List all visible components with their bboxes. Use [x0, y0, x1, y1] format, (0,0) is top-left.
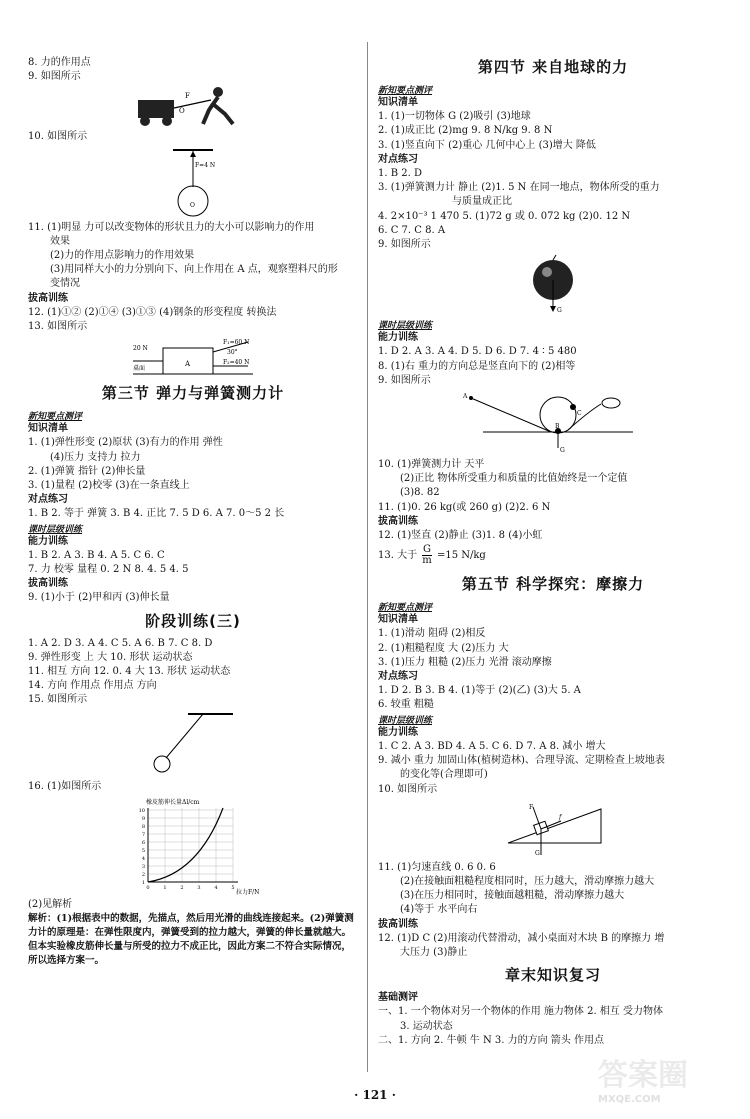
watermark-logo — [598, 1050, 738, 1110]
answer-line: 二、1. 方向 2. 牛顿 牛 N 3. 力的方向 箭头 作用点 — [378, 1034, 604, 1046]
block-label: A — [185, 360, 191, 369]
page-number: · 121 · — [354, 1088, 396, 1102]
y-axis-label: 橡皮筋伸长量Δl/cm — [146, 798, 200, 806]
figure-apple — [523, 254, 583, 316]
figure-block-forces — [123, 336, 263, 378]
answer-line: 一、1. 一个物体对另一个物体的作用 施力物体 2. 相互 受力物体 — [378, 1006, 663, 1018]
q13-prefix: 13. 大于 — [378, 550, 418, 562]
y-tick-label: 5 — [141, 847, 145, 854]
subheading: 拔高训练 — [378, 918, 418, 930]
answer-line: 效果 — [50, 235, 70, 247]
subheading: 拔高训练 — [28, 578, 68, 590]
q13-suffix: =15 N/kg — [436, 550, 486, 562]
answer-line: 9. 如图所示 — [378, 374, 431, 386]
answer-line: (3)在压力相同时，接触面越粗糙，滑动摩擦力越大 — [400, 890, 625, 902]
point-label: C — [577, 410, 582, 418]
force-label: F₂=40 N — [223, 359, 250, 367]
y-tick-label: 6 — [141, 839, 145, 846]
subheading: 能力训练 — [28, 535, 68, 547]
right-column — [378, 56, 728, 1048]
subheading: 拔高训练 — [378, 515, 418, 527]
angle-label: 30° — [227, 349, 238, 357]
x-tick-label: 0 — [146, 884, 150, 891]
subheading: 基础测评 — [378, 992, 418, 1004]
section-title: 第四节 来自地球的力 — [477, 58, 629, 76]
answer-line: 9. 如图所示 — [378, 239, 431, 251]
x-tick-label: 1 — [163, 884, 167, 891]
answer-line: 的变化等(合理即可) — [400, 769, 488, 781]
x-tick-label: 5 — [231, 884, 235, 891]
force-label: 20 N — [133, 345, 148, 353]
answer-line: 2. (1)粗糙程度 大 (2)压力 大 — [378, 642, 509, 654]
center-label: O — [190, 201, 195, 209]
answer-line: 3. 运动状态 — [400, 1020, 453, 1032]
gravity-label: G — [535, 849, 540, 857]
subheading: 拔高训练 — [28, 292, 68, 304]
answer-line: 10. (1)弹簧测力计 天平 — [378, 459, 485, 471]
figure-pendulum — [148, 710, 238, 778]
x-tick-label: 3 — [197, 884, 201, 891]
answer-line: 7. 力 校零 量程 0. 2 N 8. 4. 5 4. 5 — [28, 564, 189, 576]
watermark-text: 答案圈 — [598, 1058, 688, 1093]
answer-line: 8. 力的作用点 — [28, 57, 91, 68]
answer-line: 12. (1)①② (2)①④ (3)①③ (4)钢条的形变程度 转换法 — [28, 306, 277, 318]
y-tick-label: 3 — [141, 863, 145, 870]
answer-line: 3. (1)竖直向下 (2)重心 几何中心上 (3)增大 降低 — [378, 139, 596, 151]
y-tick-label: 7 — [141, 831, 145, 838]
subheading: 能力训练 — [378, 726, 418, 738]
answer-line: 16. (1)如图所示 — [28, 780, 102, 792]
answer-line: (2)正比 物体所受重力和质量的比值始终是一个定值 — [400, 473, 628, 485]
answer-line: 大压力 (3)静止 — [400, 946, 468, 958]
section-tag: 新知要点测评 — [378, 86, 433, 96]
answer-line: 9. 减小 重力 加固山体(植树造林)、合理导流、定期检查上坡地表 — [378, 755, 665, 767]
force-label: F — [529, 803, 534, 811]
answer-line: 12. (1)竖直 (2)静止 (3)1. 8 (4)小虹 — [378, 530, 543, 542]
answer-line: 1. (1)滑动 阻碍 (2)相反 — [378, 628, 486, 640]
point-label: A — [463, 393, 468, 401]
answer-line: 1. (1)弹性形变 (2)原状 (3)有力的作用 弹性 — [28, 437, 223, 449]
force-label: F — [185, 92, 190, 101]
answer-line — [378, 543, 728, 569]
answer-line: 1. D 2. A 3. A 4. D 5. D 6. D 7. 4 ∶ 5 480 — [378, 346, 577, 358]
answer-line: 10. 如图所示 — [28, 131, 88, 143]
y-tick-label: 1 — [141, 879, 145, 886]
answer-line: (2)在接触面粗糙程度相同时，压力越大，滑动摩擦力越大 — [400, 875, 655, 887]
figure-stretch-graph — [118, 796, 268, 896]
y-tick-label: 4 — [141, 855, 145, 862]
answer-line: 12. (1)D C (2)用滚动代替滑动，减小桌面对木块 B 的摩擦力 增 — [378, 932, 665, 944]
answer-line: 1. B 2. 等于 弹簧 3. B 4. 正比 7. 5 D 6. A 7. 0～5 2 长 — [28, 508, 285, 520]
answer-line: 6. 较重 粗糙 — [378, 699, 434, 711]
answer-line: 变情况 — [50, 278, 80, 290]
subheading: 知识清单 — [378, 97, 418, 108]
answer-line: 11. 相互 方向 12. 0. 4 大 13. 形状 运动状态 — [28, 666, 231, 678]
subheading: 对点练习 — [378, 671, 418, 683]
section-title: 第五节 科学探究：摩擦力 — [461, 575, 645, 594]
answer-line: (3)8. 82 — [400, 487, 440, 499]
figure-hanging-ball — [158, 147, 228, 219]
answer-line: (4)等于 水平向右 — [400, 904, 478, 916]
subheading: 知识清单 — [378, 614, 418, 626]
surface-label: 桌面 — [133, 365, 146, 373]
answer-line: 9. 弹性形变 上 大 10. 形状 运动状态 — [28, 651, 193, 663]
left-column — [28, 52, 358, 968]
answer-line: 8. (1)右 重力的方向总是竖直向下的 (2)相等 — [378, 360, 576, 372]
gravity-label: G — [560, 447, 565, 455]
answer-line: 15. 如图所示 — [28, 694, 88, 706]
answer-line: 2. (1)成正比 (2)mg 9. 8 N/kg 9. 8 N — [378, 125, 553, 137]
fraction — [422, 545, 431, 566]
answer-line: 6. C 7. C 8. A — [378, 224, 446, 236]
answer-line: 1. B 2. D — [378, 168, 422, 180]
answer-line: 3. (1)压力 粗糙 (2)压力 光滑 滚动摩擦 — [378, 656, 552, 668]
answer-line: 3. (1)量程 (2)校零 (3)在一条直线上 — [28, 480, 190, 492]
section-tag: 课时层级训练 — [378, 321, 433, 332]
x-tick-label: 2 — [180, 884, 184, 891]
answer-line: 13. 如图所示 — [28, 321, 88, 333]
answer-line: 4. 2×10⁻³ 1 470 5. (1)72 g 或 0. 072 kg (2)0. 12 N — [378, 210, 631, 222]
fraction-numerator: G — [423, 544, 432, 556]
column-divider — [367, 42, 368, 1072]
y-tick-label: 8 — [141, 823, 145, 830]
subheading: 知识清单 — [28, 423, 68, 435]
answer-line: 11. (1)匀速直线 0. 6 0. 6 — [378, 861, 496, 873]
answer-line: 11. (1)0. 26 kg(或 260 g) (2)2. 6 N — [378, 501, 551, 513]
answer-line: 1. C 2. A 3. BD 4. A 5. C 6. D 7. A 8. 减小 增大 — [378, 740, 606, 752]
point-label: B — [555, 423, 560, 431]
section-tag: 新知要点测评 — [378, 603, 433, 614]
x-axis-label: 拉力F/N — [236, 888, 260, 896]
section-title: 章末知识复习 — [504, 966, 601, 985]
answer-line: 1. (1)一切物体 G (2)吸引 (3)地球 — [378, 111, 531, 123]
gravity-label: G — [557, 307, 562, 315]
y-tick-label: 9 — [141, 815, 145, 822]
section-tag: 新知要点测评 — [28, 412, 83, 423]
answer-line: 9. 如图所示 — [28, 71, 81, 83]
explanation-text: 解析：(1)根据表中的数据，先描点，然后用光滑的曲线连接起来。(2)弹簧测力计的原理是：在弹性限度内，弹簧受到的拉力越大，弹簧的伸长量就越大。但本实验橡皮筋伸长量与所受的拉力不成正比，因此方案二不符合实际情况，所以选择方案一。 — [28, 913, 354, 967]
answer-line: (2)力的作用点影响力的作用效果 — [50, 250, 195, 262]
answer-line: 2. (1)弹簧 指针 (2)伸长量 — [28, 465, 146, 477]
answer-line: 与质量成正比 — [452, 196, 512, 208]
answer-line: 3. (1)弹簧测力计 静止 (2)1. 5 N 在同一地点，物体所受的重力 — [378, 182, 660, 194]
subheading: 对点练习 — [28, 494, 68, 506]
answer-line: 11. (1)明显 力可以改变物体的形状且力的大小可以影响力的作用 — [28, 221, 315, 233]
y-tick-label: 2 — [141, 871, 145, 878]
y-tick-label: 10 — [138, 807, 145, 814]
point-label: O — [179, 107, 185, 116]
answer-line: (3)用同样大小的力分别向下、向上作用在 A 点，观察塑料尺的形 — [50, 264, 338, 276]
answer-line: (2)见解析 — [28, 898, 73, 910]
answer-line: 9. (1)小于 (2)甲和丙 (3)伸长量 — [28, 592, 170, 604]
x-tick-label: 4 — [214, 884, 218, 891]
section-tag: 课时层级训练 — [28, 524, 83, 535]
answer-line: 10. 如图所示 — [378, 783, 438, 795]
subheading: 能力训练 — [378, 332, 418, 344]
figure-cart-pull — [133, 86, 253, 128]
section-title: 阶段训练(三) — [145, 611, 241, 630]
fraction-denominator: m — [422, 555, 432, 567]
answer-line: 1. D 2. B 3. B 4. (1)等于 (2)(乙) (3)大 5. A — [378, 685, 581, 697]
figure-slope — [493, 799, 613, 859]
watermark-url: MXQE.COM — [598, 1094, 661, 1105]
section-title: 第三节 弹力与弹簧测力计 — [101, 384, 285, 403]
section-tag: 课时层级训练 — [378, 715, 433, 726]
figure-ball-track — [463, 390, 643, 456]
friction-label: f — [559, 813, 562, 821]
answer-line: 14. 方向 作用点 作用点 方向 — [28, 680, 157, 692]
force-label: F=4 N — [195, 161, 216, 169]
answer-line: 1. A 2. D 3. A 4. C 5. A 6. B 7. C 8. D — [28, 637, 213, 649]
force-label: F₁=60 N — [223, 339, 250, 347]
answer-line: 1. B 2. A 3. B 4. A 5. C 6. C — [28, 549, 165, 561]
subheading: 对点练习 — [378, 153, 418, 165]
answer-line: (4)压力 支持力 拉力 — [50, 451, 141, 463]
